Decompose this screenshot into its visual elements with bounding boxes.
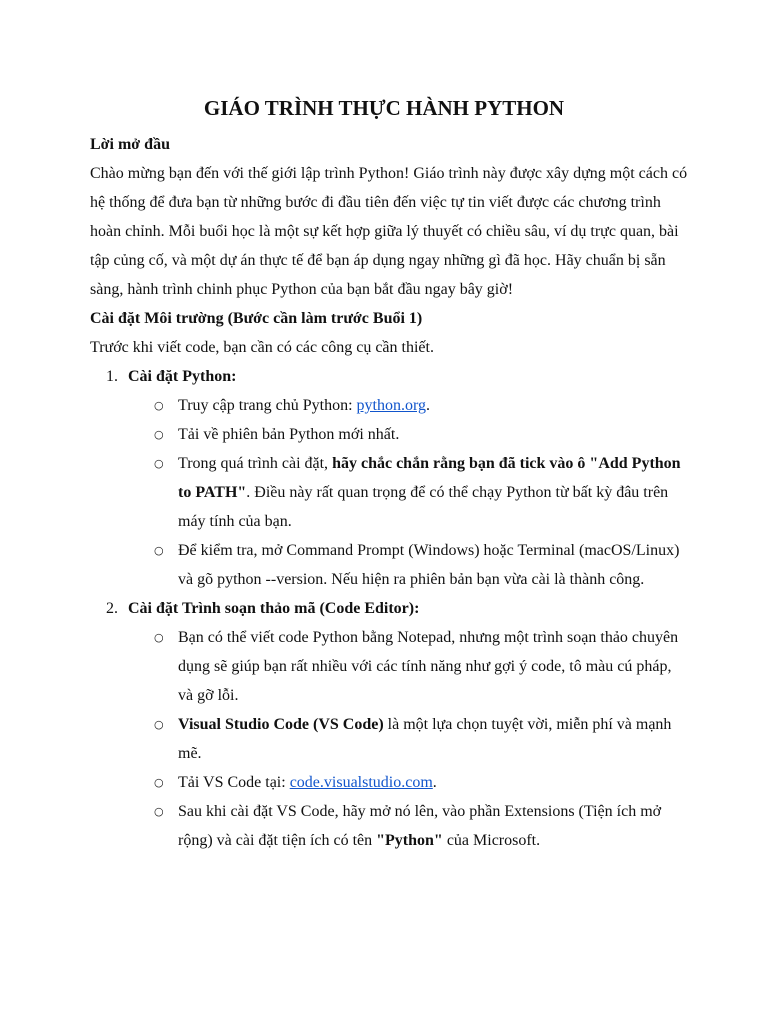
- python-extension-emphasis: "Python": [376, 832, 443, 849]
- bullet-punct: .: [426, 397, 430, 414]
- list-item: [178, 420, 690, 449]
- bullet-text: Tải VS Code tại:: [178, 774, 290, 791]
- list-item: [178, 768, 690, 797]
- document-body: [90, 130, 690, 855]
- step-2-bullets: [128, 623, 690, 855]
- list-item: [178, 536, 690, 594]
- vscode-emphasis: Visual Studio Code (VS Code): [178, 716, 384, 733]
- intro-paragraph: Chào mừng bạn đến với thế giới lập trình Python! Giáo trình này được xây dựng một cách có hệ thống để đưa bạn từ những bước đi đầu tiên đến việc tự tin viết được các chương trình hoàn chỉnh. Mỗi buổi học là một sự kết hợp giữa lý thuyết có chiều sâu, ví dụ trực quan, bài tập củng cố, và một dự án thực tế để bạn áp dụng ngay những gì đã học. Hãy chuẩn bị sẵn sàng, hành trình chinh phục Python của bạn bắt đầu ngay bây giờ!: [90, 165, 688, 298]
- bullet-text: Trong quá trình cài đặt,: [178, 455, 333, 472]
- step-install-editor: [122, 594, 690, 855]
- bullet-punct: .: [432, 774, 437, 791]
- python-org-link[interactable]: python.org: [356, 397, 426, 414]
- add-to-path-emphasis: hãy chắc chắn rằng bạn đã tick vào ô "Add Python to PATH": [178, 455, 681, 501]
- step-1-bullets: [128, 391, 690, 594]
- step-install-python: [122, 362, 690, 594]
- list-item: [178, 449, 690, 536]
- bullet-text: . Điều này rất quan trọng để có thể chạy Python từ bất kỳ đâu trên máy tính của bạn.: [178, 484, 669, 530]
- bullet-text: của Microsoft.: [442, 832, 541, 849]
- setup-heading: Cài đặt Môi trường (Bước cần làm trước Buổi 1): [90, 310, 423, 327]
- list-item: [178, 797, 690, 855]
- intro-heading: Lời mở đầu: [90, 136, 170, 153]
- bullet-text: là một lựa chọn tuyệt vời, miễn phí và mạnh mẽ.: [178, 716, 672, 762]
- step-2-title: Cài đặt Trình soạn thảo mã (Code Editor):: [128, 600, 420, 617]
- bullet-text: Sau khi cài đặt VS Code, hãy mở nó lên, vào phần Extensions (Tiện ích mở rộng) và cài đặt tiện ích có tên: [178, 803, 662, 849]
- list-item: [178, 391, 690, 420]
- setup-lead: Trước khi viết code, bạn cần có các công cụ cần thiết.: [90, 339, 434, 356]
- bullet-text: Để kiểm tra, mở Command Prompt (Windows) hoặc Terminal (macOS/Linux) và gõ python --version. Nếu hiện ra phiên bản bạn vừa cài là thành công.: [178, 542, 680, 588]
- bullet-text: Tải về phiên bản Python mới nhất.: [178, 426, 400, 443]
- step-1-title: Cài đặt Python:: [128, 368, 237, 385]
- vscode-download-link[interactable]: code.visualstudio.com: [289, 774, 433, 791]
- list-item: [178, 710, 690, 768]
- bullet-text: Truy cập trang chủ Python:: [178, 397, 357, 414]
- list-item: [178, 623, 690, 710]
- setup-steps-list: [90, 362, 690, 855]
- bullet-text: Bạn có thể viết code Python bằng Notepad, nhưng một trình soạn thảo chuyên dụng sẽ giúp bạn rất nhiều với các tính năng như gợi ý code, tô màu cú pháp, và gỡ lỗi.: [178, 629, 679, 704]
- document-title: GIÁO TRÌNH THỰC HÀNH PYTHON: [203, 96, 565, 120]
